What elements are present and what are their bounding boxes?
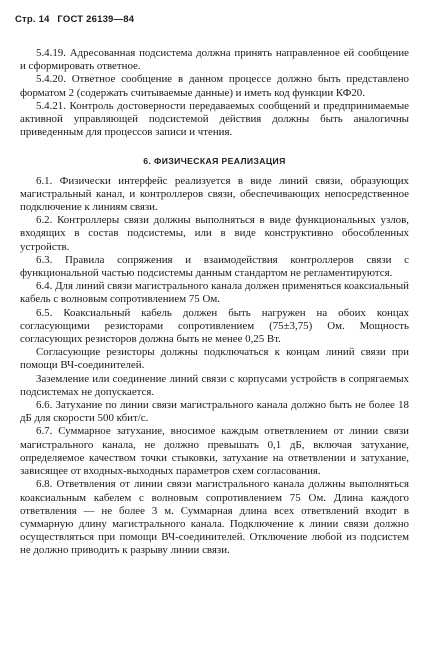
paragraph-6-1: 6.1. Физически интерфейс реализуется в виде линий связи, образующих магистральный канал, и контроллеров связи, обеспечивающих непосредственное подключение к линиям связи. [20,174,409,214]
paragraph-6-8: 6.8. Ответвления от линии связи магистрального канала должны выполняться коаксиальным кабелем с волновым сопротивлением 75 Ом. Длина каждого ответвления — не более 3 м. Суммарная длина всех ответвлений входит в суммарную длину магистрального канала. Подключение к линии связи должно осуществляться при помощи ВЧ-соединителей. Отключение любой из подсистем не должно приводить к разрыву линии связи. [20,478,409,557]
page-header [15,14,139,25]
paragraph-6-4: 6.4. Для линий связи магистрального канала должен применяться коаксиальный кабель с волновым сопротивлением 75 Ом. [20,280,409,306]
paragraph-6-7: 6.7. Суммарное затухание, вносимое каждым ответвлением от линии связи магистрального канала, не должно превышать 0,1 дБ, включая затухание, определяемое качеством точки стыковки, затухание на ответвлении и затухание, зависящее от входных-выходных параметров схем согласования. [20,425,409,478]
paragraph-6-6: 6.6. Затухание по линии связи магистрального канала должно быть не более 18 дБ для скорости 500 кбит/с. [20,399,409,425]
paragraph-6-5-connectors: Согласующие резисторы должны подключаться к концам линий связи при помощи ВЧ-соединителей. [20,346,409,372]
section-heading: 6. ФИЗИЧЕСКАЯ РЕАЛИЗАЦИЯ [143,156,286,167]
paragraph-grounding: Заземление или соединение линий связи с корпусами устройств в сопрягаемых подсистемах не допускается. [20,372,409,398]
document-body [20,47,409,558]
paragraph-5-4-20: 5.4.20. Ответное сообщение в данном процессе должно быть представлено форматом 2 (содержать считываемые данные) и иметь код функции КФ20. [20,73,409,99]
paragraph-6-2: 6.2. Контроллеры связи должны выполняться в виде функциональных узлов, входящих в состав подсистемы, или в виде конструктивно обособленных устройств. [20,214,409,253]
paragraph-5-4-19: 5.4.19. Адресованная подсистема должна принять направленное ей сообщение и сформировать ответное. [20,47,409,73]
paragraph-6-5: 6.5. Коаксиальный кабель должен быть нагружен на обоих концах согласующими резисторами сопротивлением (75±3,75) Ом. Мощность согласующих резисторов должна быть не менее 0,25 Вт. [20,306,409,346]
paragraph-5-4-21: 5.4.21. Контроль достоверности передаваемых сообщений и предпринимаемые активной управляющей подсистемой действия должны быть аналогичны приведенным для процессов записи и чтения. [20,99,409,139]
page-number: Стр. 14 [15,14,50,25]
paragraph-6-3: 6.3. Правила сопряжения и взаимодействия контроллеров связи с функциональной частью подсистемы данным стандартом не регламентируются. [20,253,409,280]
standard-designation: ГОСТ 26139—84 [57,14,135,25]
